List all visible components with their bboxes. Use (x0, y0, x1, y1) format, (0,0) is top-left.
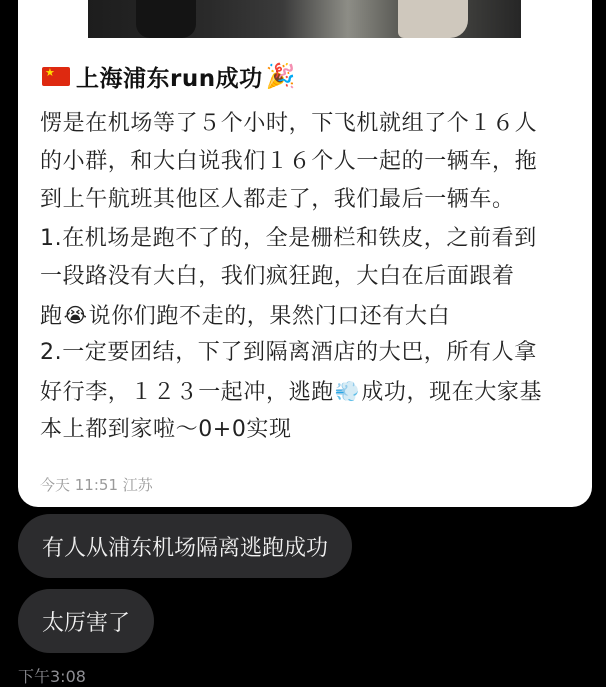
post-body (40, 105, 580, 449)
crying-face-icon: 😭 (63, 302, 88, 327)
post-title-row (42, 58, 295, 94)
post-meta: 今天 11:51 江苏 (40, 476, 153, 494)
post-body-line: 2.一定要团结，下了到隔离酒店的大巴，所有人拿 (40, 340, 537, 366)
shared-post-card[interactable] (18, 0, 592, 507)
photo-person-right (398, 0, 468, 38)
post-body-line: 到上午航班其他区人都走了，我们最后一辆车。 (40, 187, 515, 213)
party-popper-icon: 🎉 (265, 62, 296, 90)
china-flag-icon (42, 67, 70, 86)
post-body-fragment: 成功，现在大家基 (361, 380, 543, 406)
post-title: 上海浦东run成功 (76, 65, 263, 92)
chat-bubble[interactable]: 太厉害了 (18, 589, 154, 653)
post-body-line: 的小群，和大白说我们１６个人一起的一辆车，拖 (40, 149, 538, 175)
post-body-line: 本上都到家啦～0+0实现 (40, 416, 292, 442)
post-body-line: 愣是在机场等了５个小时，下飞机就组了个１６人 (40, 111, 538, 136)
post-body-fragment: 跑 (40, 303, 63, 329)
photo-person-left (136, 0, 196, 38)
chat-bubble[interactable]: 有人从浦东机场隔离逃跑成功 (18, 514, 352, 578)
message-timestamp: 下午3:08 (18, 667, 86, 686)
post-body-line: 一段路没有大白，我们疯狂跑，大白在后面跟着 (40, 263, 515, 289)
post-body-line-with-emoji (40, 296, 580, 334)
dash-icon: 💨 (334, 379, 361, 404)
post-body-line: 1.在机场是跑不了的，全是栅栏和铁皮，之前看到 (40, 225, 537, 251)
post-body-fragment: 好行李，１２３一起冲，逃跑 (40, 380, 334, 406)
post-body-line-with-emoji (40, 372, 580, 410)
post-photo[interactable] (88, 0, 521, 38)
post-body-fragment: 说你们跑不走的，果然门口还有大白 (88, 303, 451, 329)
